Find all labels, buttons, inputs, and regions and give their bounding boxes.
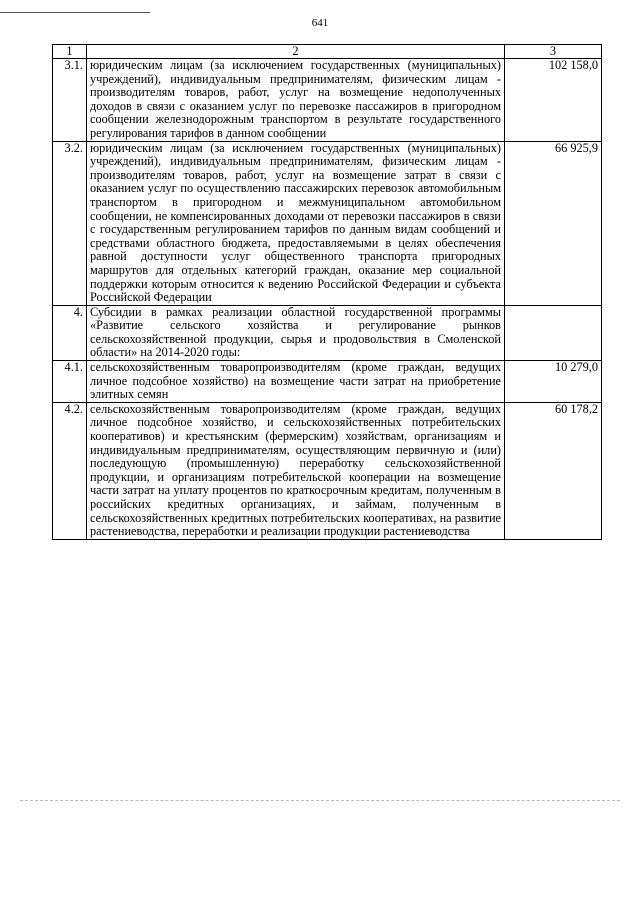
row-description: Субсидии в рамках реализации областной государственной программы «Развитие сельского хозяйства и регулирование рынков сельскохозяйственной продукции, сырья и продовольствия в Смоленской области» на 2014-2020 годы:: [87, 305, 505, 360]
row-number: 3.2.: [53, 141, 87, 305]
table-row: [53, 361, 602, 403]
page-number: 641: [311, 17, 329, 29]
row-number: 4.1.: [53, 361, 87, 403]
table-row: [53, 305, 602, 360]
scan-corner-mark: [0, 12, 150, 13]
row-amount: 102 158,0: [505, 59, 602, 142]
row-description: сельскохозяйственным товаропроизводителям (кроме граждан, ведущих личное подсобное хозяйство, и сельскохозяйственных потребительских кооперативов) и крестьянским (фермерским) хозяйствам, организациям и индивидуальным предпринимателям, осуществляющим первичную и (или) последующую (промышленную) переработку сельскохозяйственной продукции, и организациям потребительской кооперации на возмещение части затрат на уплату процентов по краткосрочным кредитам, полученным в российских кредитных организациях, и займам, полученным в сельскохозяйственных кредитных потребительских кооперативах, на развитие растениеводства, переработки и реализации продукции растениеводства: [87, 402, 505, 539]
row-description: сельскохозяйственным товаропроизводителям (кроме граждан, ведущих личное подсобное хозяйство) на возмещение части затрат на приобретение элитных семян: [87, 361, 505, 403]
column-header-1: 1: [53, 45, 87, 59]
row-amount: [505, 305, 602, 360]
row-amount: 60 178,2: [505, 402, 602, 539]
row-amount: 10 279,0: [505, 361, 602, 403]
column-header-3: 3: [505, 45, 602, 59]
row-description: юридическим лицам (за исключением государственных (муниципальных) учреждений), индивидуальным предпринимателям, физическим лицам - производителям товаров, работ, услуг на возмещение недополученных доходов в связи с оказанием услуг по перевозке пассажиров в пригородном сообщении железнодорожным транспортом в результате государственного регулирования тарифов в данном сообщении: [87, 59, 505, 142]
row-amount: 66 925,9: [505, 141, 602, 305]
row-number: 3.1.: [53, 59, 87, 142]
table-row: [53, 402, 602, 539]
table-row: [53, 141, 602, 305]
table-header-row: [53, 45, 602, 59]
scan-noise-line: [20, 800, 620, 801]
budget-table: [52, 44, 602, 540]
row-description: юридическим лицам (за исключением государственных (муниципальных) учреждений), индивидуальным предпринимателям, физическим лицам - производителям товаров, работ, услуг на возмещение затрат в связи с оказанием услуг по осуществлению пассажирских перевозок автомобильным транспортом в пригородном и межмуниципальном автомобильном сообщении, не компенсированных доходами от перевозки пассажиров в связи с государственным регулированием тарифов по данным видам сообщений и средствами областного бюджета, предоставляемыми в целях обеспечения равной доступности услуг общественного транспорта пригородных маршрутов для отдельных категорий граждан, оказание мер социальной поддержки которым относится к ведению Российской Федерации и субъекта Российской Федерации: [87, 141, 505, 305]
table-row: [53, 59, 602, 142]
row-number: 4.: [53, 305, 87, 360]
column-header-2: 2: [87, 45, 505, 59]
row-number: 4.2.: [53, 402, 87, 539]
